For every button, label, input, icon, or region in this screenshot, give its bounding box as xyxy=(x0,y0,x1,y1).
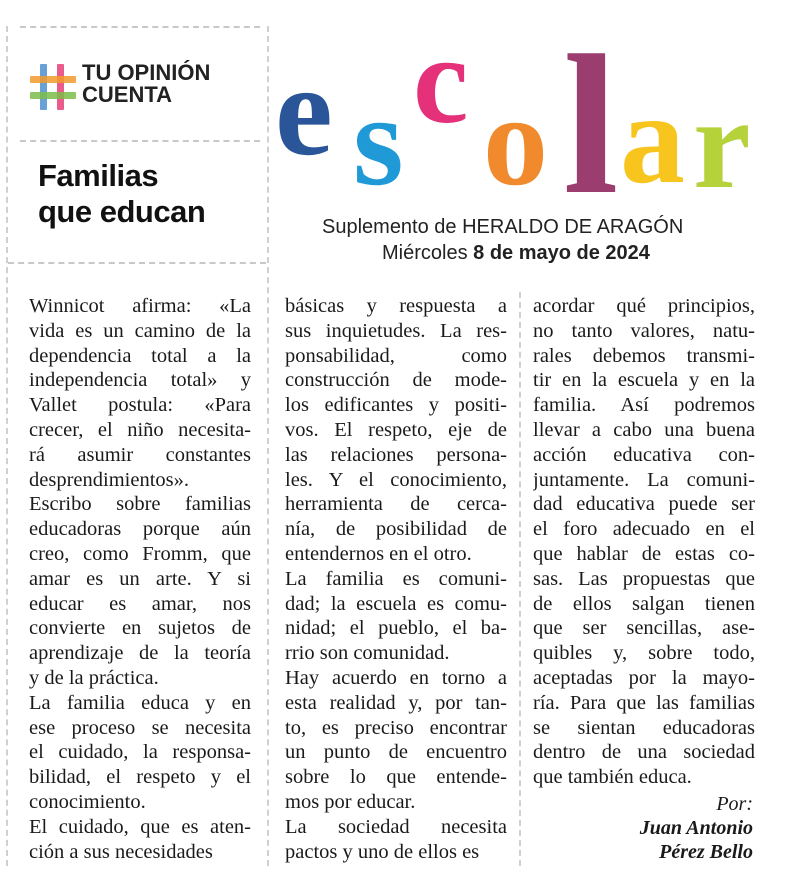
article-line: esta realidad y, por tan- xyxy=(285,691,507,714)
article-line: y de la práctica. xyxy=(29,666,159,689)
article-line: ción a sus necesidades xyxy=(29,840,213,863)
article-line: Escribo sobre familias xyxy=(29,493,251,516)
article-line: dependencia total a la xyxy=(29,344,251,367)
article-line: convierte en sujetos de xyxy=(29,617,251,640)
publication-date: 8 de mayo de 2024 xyxy=(473,242,650,264)
article-line: rales debemos transmi- xyxy=(533,344,755,367)
author-name-line2: Pérez Bello xyxy=(659,841,753,863)
article-line: sus inquietudes. La res- xyxy=(285,319,507,342)
article-line: ese proceso se necesita xyxy=(29,716,251,739)
article-line: dentro de una sociedad xyxy=(533,741,755,764)
article-line: un punto de encuentro xyxy=(285,741,507,764)
article-line: los edificantes y positi- xyxy=(285,394,507,417)
article-line: básicas y respuesta a xyxy=(285,295,507,317)
article-line: dad; la escuela es comu- xyxy=(285,592,507,615)
article-line: educadoras porque aún xyxy=(29,518,251,541)
body-divider-rule xyxy=(8,262,266,264)
article-line: las relaciones persona- xyxy=(285,443,507,466)
masthead-letter-c: c xyxy=(413,12,469,150)
author-name-line1: Juan Antonio xyxy=(639,817,753,839)
article-line: sobre lo que entende- xyxy=(285,766,507,789)
article-line: el cuidado, la responsa- xyxy=(29,741,251,764)
article-line: aceptadas por la mayo- xyxy=(533,666,755,689)
article-line: juntamente. La comuni- xyxy=(533,468,755,491)
article-line: que también educa. xyxy=(533,766,692,789)
escolar-masthead xyxy=(275,2,787,207)
header-divider-rule xyxy=(20,140,260,142)
article-line: que hablar de estas co- xyxy=(533,542,755,565)
article-line: vida es un camino de la xyxy=(29,319,251,342)
article-line: que ser sencillas, ase- xyxy=(533,617,755,640)
article-column-2 xyxy=(285,294,507,864)
headline-line2: que educan xyxy=(38,194,206,229)
article-line: les. Y el conocimiento, xyxy=(285,468,507,491)
article-line: el foro adecuado en el xyxy=(533,518,755,541)
article-line: La familia educa y en xyxy=(29,691,251,714)
article-line: nidad; el pueblo, el ba- xyxy=(285,617,507,640)
article-line: tir en la escuela y en la xyxy=(533,369,755,392)
article-line: independencia total» y xyxy=(29,369,251,392)
top-left-rule xyxy=(20,26,260,28)
article-line: conocimiento. xyxy=(29,790,146,813)
headline-line1: Familias xyxy=(38,158,159,193)
left-edge-rule xyxy=(6,26,8,866)
article-line: amar es un arte. Y si xyxy=(29,567,251,590)
article-line: aprendizaje de la teoría xyxy=(29,642,251,665)
article-line: llevar a cabo una buena xyxy=(533,418,755,441)
article-line: bilidad, el respeto y el xyxy=(29,766,251,789)
article-line: herramienta de cerca- xyxy=(285,493,507,516)
article-column-1 xyxy=(29,294,251,864)
article-line: creo, como Fromm, que xyxy=(29,542,251,565)
article-line: no tanto valores, natu- xyxy=(533,319,755,342)
article-line: ría. Para que las familias xyxy=(533,691,755,714)
article-line: vos. El respeto, eje de xyxy=(285,418,507,441)
article-line: pactos y uno de ellos es xyxy=(285,840,480,863)
byline-prefix: Por: xyxy=(716,793,753,815)
article-line: construcción de mode- xyxy=(285,369,507,392)
article-line: educar es amar, nos xyxy=(29,592,251,615)
article-line: dad educativa puede ser xyxy=(533,493,755,516)
publication-day: Miércoles xyxy=(382,242,468,264)
article-line: sas. Las propuestas que xyxy=(533,567,755,590)
article-line: Winnicot afirma: «La xyxy=(29,295,251,317)
publication-date-line xyxy=(382,242,650,265)
article-line: acordar qué principios, xyxy=(533,295,755,317)
article-line: La familia es comuni- xyxy=(285,567,507,590)
article-line: familia. Así podremos xyxy=(533,394,755,417)
article-line: rrio son comunidad. xyxy=(285,642,450,665)
article-line: La sociedad necesita xyxy=(285,815,507,838)
article-line: quibles y, sobre todo, xyxy=(533,642,755,665)
section-label-line2: CUENTA xyxy=(82,82,173,107)
article-line: mos por educar. xyxy=(285,790,416,813)
masthead-letter-e: e xyxy=(275,39,333,183)
masthead-letter-r: r xyxy=(693,72,751,207)
section-label-line1: TU OPINIÓN xyxy=(82,60,211,85)
article-line: crecer, el niño necesita- xyxy=(29,418,251,441)
article-line: Vallet postula: «Para xyxy=(29,394,251,417)
hash-logo-icon xyxy=(30,64,76,110)
article-line: Hay acuerdo en torno a xyxy=(285,666,507,689)
masthead-letter-a: a xyxy=(620,67,685,207)
article-line: entendernos en el otro. xyxy=(285,542,472,565)
article-line: ponsabilidad, como xyxy=(285,344,507,367)
article-line: rá asumir constantes xyxy=(29,443,251,466)
article-headline xyxy=(38,158,205,230)
column-rule-1 xyxy=(267,26,269,866)
section-label xyxy=(82,62,210,106)
article-column-3 xyxy=(533,294,755,790)
article-line: de ellos salgan tienen xyxy=(533,592,755,615)
article-line: se sientan educadoras xyxy=(533,716,755,739)
masthead-letter-o: o xyxy=(483,69,548,207)
article-line: acción educativa con- xyxy=(533,443,755,466)
masthead-letter-l: l xyxy=(563,15,619,207)
article-line: to, es preciso encontrar xyxy=(285,716,507,739)
article-line: desprendimientos». xyxy=(29,468,189,491)
article-line: nía, de posibilidad de xyxy=(285,518,507,541)
column-rule-2 xyxy=(519,292,521,866)
supplement-subtitle: Suplemento de HERALDO DE ARAGÓN xyxy=(322,216,684,238)
masthead-letter-s: s xyxy=(353,69,404,207)
article-line: El cuidado, que es aten- xyxy=(29,815,251,838)
